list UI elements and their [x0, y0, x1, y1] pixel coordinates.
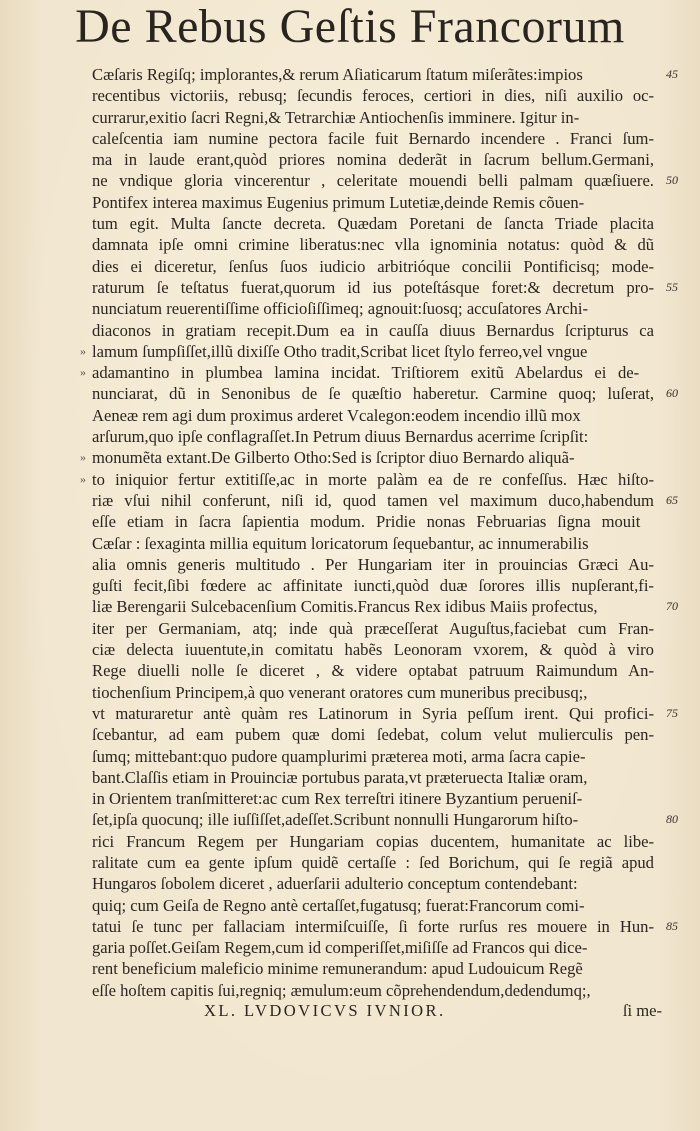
line-text: ſumq; mittebant:quo pudore quamplurimi præterea moti, arma ſacra capie-: [92, 746, 586, 766]
text-line: [92, 170, 678, 191]
footer-rubric: XL. LVDOVICVS IVNIOR.: [204, 1001, 446, 1020]
text-line: [92, 277, 678, 298]
line-number: 60: [666, 386, 678, 401]
text-line: [92, 873, 662, 894]
text-line: [92, 980, 662, 1001]
line-number: 70: [666, 599, 678, 614]
line-number: 55: [666, 279, 678, 294]
line-text: ralitate cum ea gente ipſum quidẽ certaſſe : ſed Borichum, qui ſe regiã apud: [92, 852, 654, 872]
line-text: Aeneæ rem agi dum proximus arderet Vcalegon:eodem incendio illũ mox: [92, 405, 581, 425]
line-text: ſet,ipſa quocunq; ille iuſſiſſet,adeſſet.Scribunt nonnulli Hungarorum hiſto-: [92, 810, 579, 830]
text-line: [92, 533, 662, 554]
line-text: eſſe etiam in ſacra ſapientia modum. Pridie nonas Februarias ſigna mouit: [92, 512, 641, 532]
line-text: Rege diuelli nolle ſe diceret , & videre optabat patruum Raimundum An-: [92, 661, 654, 681]
line-text: caleſcentia iam numine pectora facile fuit Bernardo incendere . Franci ſum-: [92, 128, 654, 148]
line-text: nunciatum reuerentiſſime officioſiſſimeq; agnouit:ſuosq; accuſatores Archi-: [92, 299, 588, 319]
text-line: [92, 107, 662, 128]
text-line: [92, 703, 678, 724]
quote-marker: »: [80, 450, 86, 465]
line-text: diaconos in gratiam recepit.Dum ea in cauſſa diuus Bernardus ſcripturus ca: [92, 320, 654, 340]
text-line: [92, 916, 678, 937]
running-head: De Rebus Geſtis Francorum: [75, 0, 625, 53]
line-number: 45: [666, 67, 678, 81]
text-line: [92, 596, 678, 617]
quote-marker: »: [80, 365, 86, 380]
text-line: [92, 298, 662, 319]
text-line: [92, 426, 662, 447]
text-line: [92, 511, 662, 532]
line-text: adamantino in plumbea lamina incidat. Triſtiorem exitũ Abelardus ei de-: [92, 363, 640, 383]
text-line: [92, 895, 662, 916]
text-line: [92, 192, 662, 213]
text-line: [92, 809, 678, 830]
text-line: [92, 767, 662, 788]
text-line: [92, 490, 678, 511]
line-text: damnata ipſe omni crimine liberatus:nec vlla ignominia notatus: quòd & dũ: [92, 235, 655, 255]
line-number: 75: [666, 705, 678, 720]
line-number: 65: [666, 492, 678, 507]
line-text: Pontifex interea maximus Eugenius primum Lutetiæ,deinde Remis cõuen-: [92, 192, 585, 212]
text-line: [92, 383, 678, 404]
text-line: [92, 746, 662, 767]
line-text: garia poſſet.Geiſam Regem,cum id comperiſſet,miſiſſe ad Francos qui dice-: [92, 938, 588, 958]
catchword: ſi me-: [622, 1001, 662, 1020]
text-line: [92, 213, 662, 234]
line-number: 85: [666, 918, 678, 933]
text-line: [92, 256, 662, 277]
line-text: tum egit. Multa ſancte decreta. Quædam Poretani de ſancta Triade placita: [92, 214, 654, 234]
line-text: ne vndique gloria vincerentur , celeritate mouendi belli palmam quæſiuere.: [92, 171, 654, 191]
text-line: [80, 469, 662, 490]
text-line: [92, 575, 662, 596]
text-line: [92, 788, 662, 809]
text-line: [92, 682, 662, 703]
line-text: nunciarat, dũ in Senonibus de ſe quæſtio haberetur. Carmine quoq; luſerat,: [92, 384, 654, 404]
text-line: [92, 724, 662, 745]
text-line: [92, 660, 662, 681]
text-line: [92, 64, 678, 85]
line-number: 80: [666, 812, 678, 827]
quote-marker: »: [80, 343, 86, 358]
line-text: quiq; cum Geiſa de Regno antè certaſſet,fugatusq; fuerat:Francorum comi-: [92, 895, 585, 915]
line-text: ſcebantur, ad eam pubem quæ domi ſedebat, colum velut mulierculis pen-: [92, 725, 654, 745]
line-text: Cæſar : ſexaginta millia equitum loricatorum ſequebantur, ac innumerabilis: [92, 533, 589, 553]
text-line: [80, 447, 662, 468]
line-text: tatui ſe tunc per fallaciam intermiſcuiſſe, ſi forte rurſus res mouere in Hun-: [92, 916, 654, 936]
text-line: [92, 128, 662, 149]
line-text: currarur,exitio ſacri Regni,& Tetrarchiæ Antiochenſis imminere. Igitur in-: [92, 107, 580, 127]
line-text: recentibus victoriis, rebusq; ſecundis feroces, certiori in dies, niſi auxilio oc-: [92, 86, 655, 106]
line-text: in Orientem tranſmitteret:ac cum Rex terreſtri itinere Byzantium perueniſ-: [92, 789, 583, 809]
text-line: [92, 554, 662, 575]
text-line: [92, 405, 662, 426]
text-line: [92, 639, 662, 660]
text-line: [80, 362, 662, 383]
line-text: arſurum,quo ipſe conflagraſſet.In Petrum diuus Bernardus acerrime ſcripſit:: [92, 427, 589, 447]
line-text: rici Francum Regem per Hungariam copias ducentem, humanitate ac libe-: [92, 831, 655, 851]
text-line: [92, 852, 662, 873]
line-text: dies ei diceretur, ſenſus ſuos iudicio arbitrióque concilii Pontificisq; mode-: [92, 256, 655, 276]
line-text: riæ vſui nihil conferunt, niſi id, quod tamen vel maximum duco,habendum: [92, 490, 654, 510]
line-text: tiochenſium Principem,à quo venerant oratores cum muneribus precibusq;,: [92, 682, 588, 702]
line-text: liæ Berengarii Sulcebacenſium Comitis.Francus Rex idibus Maiis profectus,: [92, 597, 598, 617]
text-block: [80, 64, 678, 1001]
text-line: [92, 320, 662, 341]
text-line: [92, 234, 662, 255]
text-line: [92, 937, 662, 958]
line-text: alia omnis generis multitudo . Per Hungariam iter in prouincias Græci Au-: [92, 554, 654, 574]
line-text: rent beneficium maleficio minime remunerandum: apud Ludouicum Regẽ: [92, 959, 583, 979]
line-text: eſſe hoſtem capitis ſui,regniq; æmulum:eum cõprehendendum,dedendumq;,: [92, 980, 591, 1000]
line-text: to iniquior fertur extitiſſe,ac in morte palàm ea de re confeſſus. Hæc hiſto-: [92, 469, 654, 489]
line-text: iter per Germaniam, atq; inde quà præceſſerat Auguſtus,faciebat cum Fran-: [92, 618, 655, 638]
line-text: guſti fecit,ſibi fœdere ac affinitate iuncti,quòd duæ ſorores illis nupſerant,fi-: [92, 576, 654, 596]
line-text: Hungaros ſobolem diceret , aduerſarii adulterio conceptum contendebant:: [92, 874, 578, 894]
line-text: vt maturaretur antè quàm res Latinorum in Syria peſſum irent. Qui profici-: [92, 703, 655, 723]
line-text: lamum ſumpſiſſet,illũ dixiſſe Otho tradit,Scribat licet ſtylo ferreo,vel vngue: [92, 341, 588, 361]
text-line: [92, 831, 662, 852]
line-text: Cæſaris Regiſq; implorantes,& rerum Aſiaticarum ſtatum miſerãtes:impios: [92, 65, 583, 84]
text-line: [92, 618, 662, 639]
text-line: [92, 85, 662, 106]
text-line: [92, 149, 662, 170]
catchline: [92, 1000, 662, 1022]
text-line: [92, 958, 662, 979]
line-text: monumẽta extant.De Gilberto Otho:Sed is ſcriptor diuo Bernardo aliquã-: [92, 448, 575, 468]
line-text: ma in laude erant,quòd priores nomina dederãt in ſacrum bellum.Germani,: [92, 150, 654, 170]
line-number: 50: [666, 173, 678, 188]
quote-marker: »: [80, 471, 86, 486]
line-text: raturum ſe teſtatus fuerat,quorum id ius poteſtásque foret:& decretum pro-: [92, 277, 655, 297]
line-text: ciæ delecta iuuentute,in comitatu habẽs Leonoram vxorem, & quòd à viro: [92, 640, 654, 660]
text-line: [80, 341, 662, 362]
line-text: bant.Claſſis etiam in Prouinciæ portubus parata,vt præteruecta Italiæ oram,: [92, 767, 588, 787]
